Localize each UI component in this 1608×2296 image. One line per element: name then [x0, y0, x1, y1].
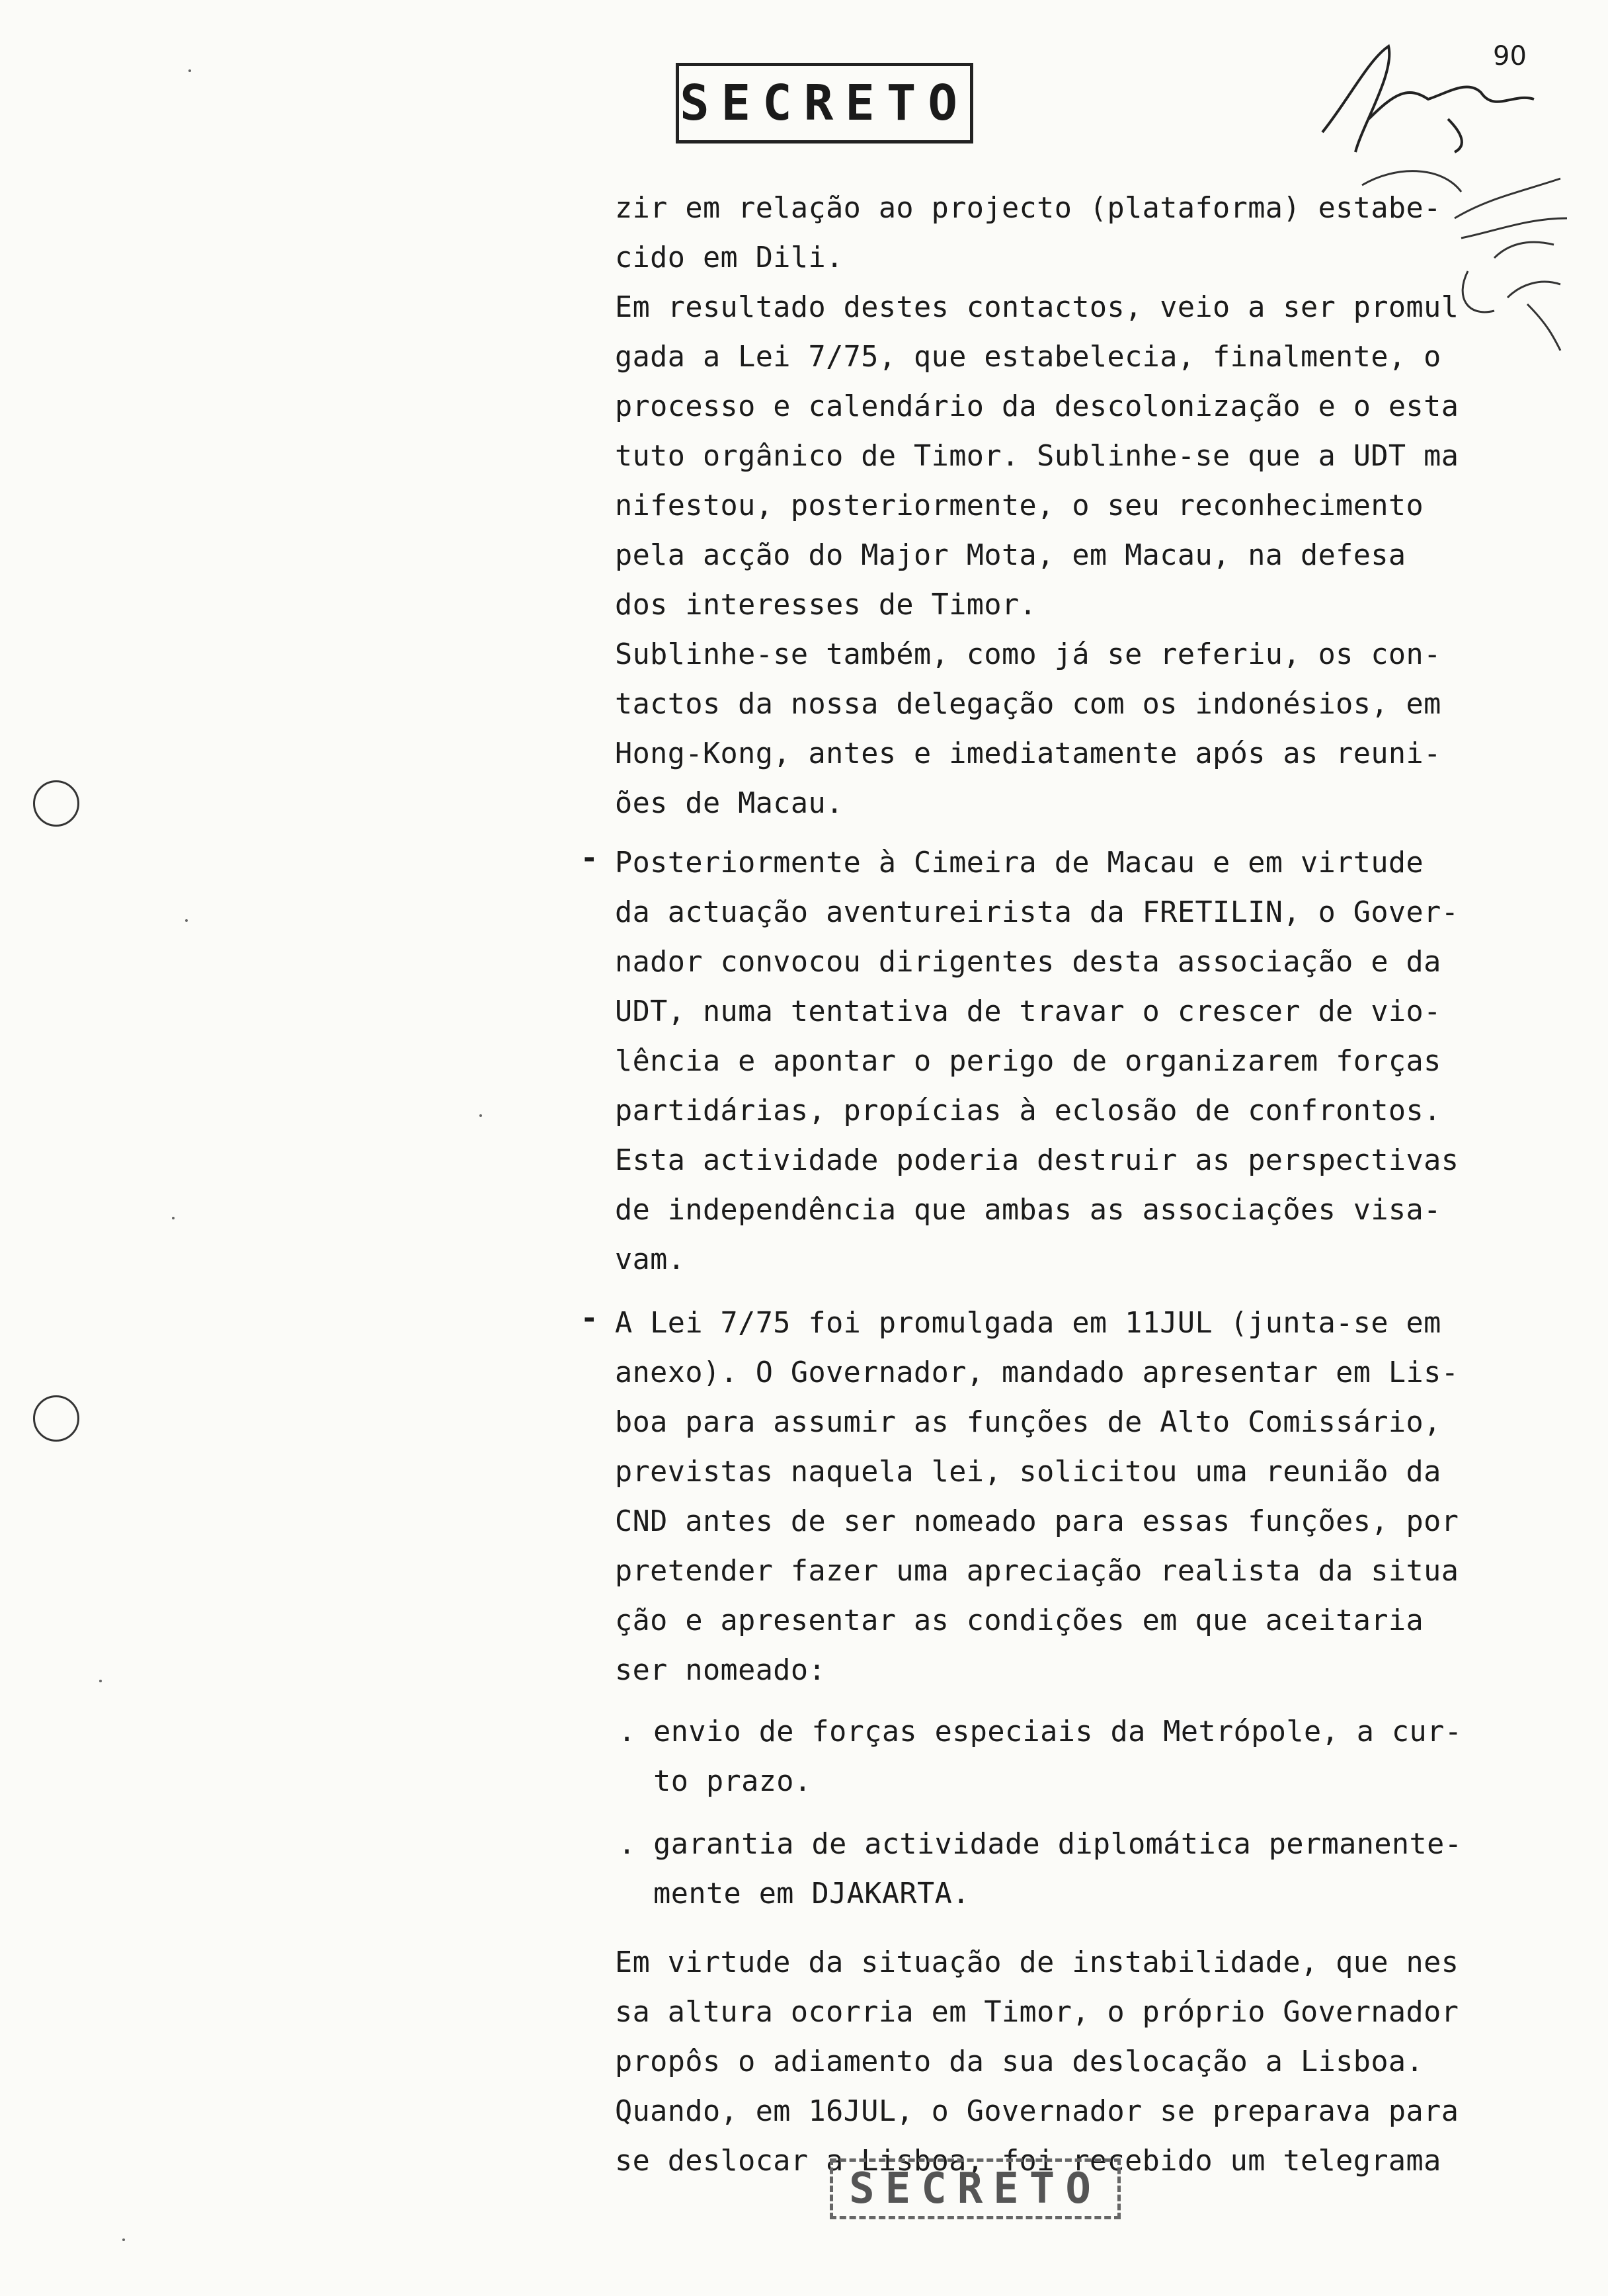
text-line: mente em DJAKARTA. — [618, 1877, 970, 1910]
text-line: tuto orgânico de Timor. Sublinhe-se que a UDT ma — [615, 440, 1459, 473]
text-line: . garantia de actividade diplomática permanente- — [618, 1828, 1463, 1861]
text-line: propôs o adiamento da sua deslocação a Lisboa. — [615, 2045, 1424, 2078]
text-line: Em resultado destes contactos, veio a ser promul — [615, 291, 1459, 324]
secreto-stamp-bottom: SECRETO — [830, 2158, 1121, 2219]
text-line: boa para assumir as funções de Alto Comissário, — [615, 1406, 1441, 1439]
text-line: previstas naquela lei, solicitou uma reunião da — [615, 1456, 1441, 1489]
text-line: nador convocou dirigentes desta associação e da — [615, 946, 1441, 979]
text-line: ção e apresentar as condições em que aceitaria — [615, 1604, 1424, 1637]
text-line: CND antes de ser nomeado para essas funções, por — [615, 1505, 1459, 1538]
page-number: 90 — [1493, 41, 1527, 71]
text-line: Quando, em 16JUL, o Governador se preparava para — [615, 2095, 1459, 2128]
text-line: anexo). O Governador, mandado apresentar em Lis- — [615, 1356, 1459, 1389]
text-line: processo e calendário da descolonização e o esta — [615, 390, 1459, 423]
text-line: da actuação aventureirista da FRETILIN, o Gover- — [615, 896, 1459, 929]
text-line: cido em Dili. — [615, 241, 844, 274]
text-line: lência e apontar o perigo de organizarem forças — [615, 1045, 1441, 1078]
bullet-dash: - — [581, 841, 598, 875]
text-line: gada a Lei 7/75, que estabelecia, finalmente, o — [615, 341, 1441, 374]
secreto-stamp-top: SECRETO — [676, 63, 973, 144]
bullet-dash: - — [581, 1301, 598, 1335]
text-line: Em virtude da situação de instabilidade, que nes — [615, 1946, 1459, 1979]
text-line: UDT, numa tentativa de travar o crescer de vio- — [615, 995, 1441, 1028]
punch-hole — [33, 1395, 79, 1442]
text-line: ões de Macau. — [615, 787, 844, 820]
text-line: nifestou, posteriormente, o seu reconhecimento — [615, 489, 1424, 522]
text-line: de independência que ambas as associações visa- — [615, 1194, 1441, 1227]
text-line: tactos da nossa delegação com os indonésios, em — [615, 688, 1441, 721]
text-line: se deslocar a Lisboa, foi recebido um telegrama — [615, 2145, 1441, 2178]
paper-speck — [99, 1680, 102, 1682]
text-line: dos interesses de Timor. — [615, 589, 1037, 622]
text-line: Sublinhe-se também, como já se referiu, os con- — [615, 638, 1441, 671]
paper-speck — [479, 1114, 482, 1117]
text-line: partidárias, propícias à eclosão de confrontos. — [615, 1094, 1441, 1128]
text-line: . envio de forças especiais da Metrópole, a cur- — [618, 1715, 1463, 1748]
text-line: pela acção do Major Mota, em Macau, na defesa — [615, 539, 1406, 572]
text-line: Posteriormente à Cimeira de Macau e em virtude — [615, 846, 1424, 880]
paper-speck — [122, 2238, 125, 2241]
text-line: Hong-Kong, antes e imediatamente após as reuni- — [615, 737, 1441, 770]
paper-speck — [188, 69, 191, 72]
text-line: A Lei 7/75 foi promulgada em 11JUL (junta-se em — [615, 1307, 1441, 1340]
text-line: vam. — [615, 1243, 686, 1276]
text-line: to prazo. — [618, 1765, 812, 1798]
text-line: ser nomeado: — [615, 1654, 826, 1687]
text-line: Esta actividade poderia destruir as perspectivas — [615, 1144, 1459, 1177]
text-line: zir em relação ao projecto (plataforma) estabe- — [615, 192, 1441, 225]
paper-speck — [172, 1217, 175, 1219]
text-line: sa altura ocorria em Timor, o próprio Governador — [615, 1996, 1459, 2029]
paper-speck — [185, 919, 188, 922]
punch-hole — [33, 780, 79, 827]
text-line: pretender fazer uma apreciação realista da situa — [615, 1555, 1459, 1588]
